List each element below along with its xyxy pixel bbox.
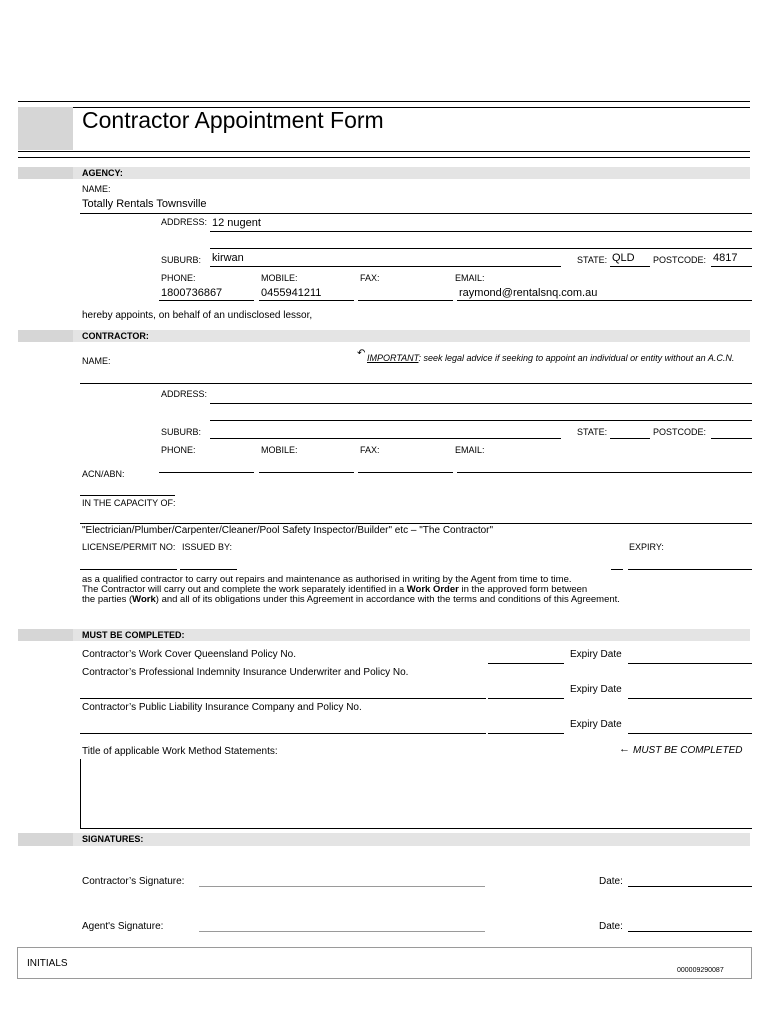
issued-by-label: ISSUED BY: bbox=[182, 542, 233, 552]
agency-name-field[interactable] bbox=[80, 196, 752, 214]
contractor-postcode-label: POSTCODE: bbox=[653, 427, 707, 437]
contractor-mobile-label: MOBILE: bbox=[261, 445, 298, 455]
workcover-policy-field[interactable] bbox=[488, 648, 564, 664]
indemnity-label: Contractor’s Professional Indemnity Insurance Underwriter and Policy No. bbox=[82, 667, 409, 678]
contractor-section-side bbox=[18, 330, 73, 342]
contractor-section-label: CONTRACTOR: bbox=[82, 331, 149, 341]
agency-suburb-value: kirwan bbox=[212, 252, 244, 264]
qualified-paragraph bbox=[82, 575, 620, 605]
indemnity-policy-field[interactable] bbox=[80, 683, 486, 699]
liability-label: Contractor’s Public Liability Insurance Company and Policy No. bbox=[82, 702, 362, 713]
agency-state-field[interactable] bbox=[610, 250, 650, 267]
page-title: Contractor Appointment Form bbox=[82, 107, 384, 133]
contractor-address-line2-field[interactable] bbox=[210, 405, 752, 421]
expiry-field[interactable] bbox=[628, 555, 752, 570]
agency-state-label: STATE: bbox=[577, 255, 608, 265]
agent-date-field[interactable] bbox=[628, 931, 752, 932]
signatures-section-label: SIGNATURES: bbox=[82, 834, 144, 844]
document-number: 000009290087 bbox=[677, 967, 724, 974]
capacity-text: "Electrician/Plumber/Carpenter/Cleaner/Pool Safety Inspector/Builder" etc – "The Contractor" bbox=[82, 525, 494, 536]
agent-signature-label: Agent's Signature: bbox=[82, 921, 164, 932]
agency-email-field[interactable] bbox=[457, 285, 752, 301]
agency-postcode-label: POSTCODE: bbox=[653, 255, 707, 265]
agency-name-value: Totally Rentals Townsville bbox=[82, 198, 207, 210]
agent-signature-field[interactable] bbox=[199, 931, 485, 932]
important-note bbox=[367, 353, 734, 363]
agency-mobile-label: MOBILE: bbox=[261, 273, 298, 283]
agency-address-line2-field[interactable] bbox=[210, 232, 752, 249]
contractor-date-label: Date: bbox=[599, 876, 623, 887]
contractor-suburb-label: SUBURB: bbox=[161, 427, 202, 437]
important-note-text: : seek legal advice if seeking to appoint an individual or entity without an A.C.N. bbox=[418, 353, 735, 363]
agency-email-label: EMAIL: bbox=[455, 273, 485, 283]
arrow-left-icon: ← bbox=[619, 743, 630, 755]
agent-date-label: Date: bbox=[599, 921, 623, 932]
must-section-label: MUST BE COMPLETED: bbox=[82, 630, 185, 640]
contractor-state-label: STATE: bbox=[577, 427, 608, 437]
indemnity-expiry-label: Expiry Date bbox=[570, 684, 622, 695]
wms-label: Title of applicable Work Method Statements: bbox=[82, 746, 278, 757]
contractor-address-field[interactable] bbox=[210, 388, 752, 404]
agency-phone-value: 1800736867 bbox=[161, 287, 223, 299]
signatures-section-side bbox=[18, 833, 73, 846]
agency-fax-label: FAX: bbox=[360, 273, 380, 283]
contractor-address-label: ADDRESS: bbox=[161, 389, 208, 399]
wms-textarea[interactable] bbox=[80, 759, 752, 829]
contractor-acn-label: ACN/ABN: bbox=[82, 469, 125, 479]
capacity-field[interactable] bbox=[80, 508, 752, 524]
agency-suburb-label: SUBURB: bbox=[161, 255, 202, 265]
header-bottom-rule bbox=[18, 151, 750, 152]
arrow-left-icon: ↶ bbox=[357, 348, 366, 359]
must-section-side bbox=[18, 629, 73, 641]
agency-address-label: ADDRESS: bbox=[161, 217, 208, 227]
workcover-expiry-field[interactable] bbox=[628, 648, 752, 664]
agency-fax-field[interactable] bbox=[358, 285, 453, 301]
agency-address-field[interactable] bbox=[210, 214, 752, 232]
indemnity-expiry-field[interactable] bbox=[628, 683, 752, 699]
agency-address-value: 12 nugent bbox=[212, 217, 261, 229]
capacity-label: IN THE CAPACITY OF: bbox=[82, 498, 176, 508]
qualified-line-3: the parties (Work) and all of its obligations under this Agreement in accordance with the terms and conditions of this Agreement. bbox=[82, 594, 620, 605]
contractor-postcode-field[interactable] bbox=[711, 423, 752, 439]
contractor-email-label: EMAIL: bbox=[455, 445, 485, 455]
agency-suburb-field[interactable] bbox=[210, 250, 561, 267]
workcover-label: Contractor’s Work Cover Queensland Policy No. bbox=[82, 649, 296, 660]
agency-mobile-field[interactable] bbox=[259, 285, 354, 301]
agency-postcode-field[interactable] bbox=[711, 250, 752, 267]
agency-postcode-value: 4817 bbox=[713, 252, 738, 264]
liability-policy-field-2[interactable] bbox=[488, 718, 564, 734]
header-bottom-rule-2 bbox=[18, 157, 750, 158]
expiry-label: EXPIRY: bbox=[629, 542, 664, 552]
agency-section-label: AGENCY: bbox=[82, 168, 123, 178]
indemnity-policy-field-2[interactable] bbox=[488, 683, 564, 699]
contractor-name-field[interactable] bbox=[80, 368, 752, 384]
agency-section-side bbox=[18, 167, 73, 179]
contractor-signature-label: Contractor’s Signature: bbox=[82, 876, 185, 887]
liability-policy-field[interactable] bbox=[80, 718, 486, 734]
liability-expiry-label: Expiry Date bbox=[570, 719, 622, 730]
agency-phone-label: PHONE: bbox=[161, 273, 196, 283]
contractor-mobile-field[interactable] bbox=[259, 458, 354, 473]
agency-phone-field[interactable] bbox=[159, 285, 254, 301]
contractor-email-field[interactable] bbox=[457, 458, 752, 473]
license-field[interactable] bbox=[80, 555, 177, 570]
agency-state-value: QLD bbox=[612, 252, 635, 264]
contractor-state-field[interactable] bbox=[610, 423, 650, 439]
contractor-phone-field[interactable] bbox=[159, 458, 254, 473]
workcover-expiry-label: Expiry Date bbox=[570, 649, 622, 660]
agency-email-value: raymond@rentalsnq.com.au bbox=[459, 287, 598, 299]
expiry-short-field[interactable] bbox=[611, 555, 623, 570]
agency-mobile-value: 0455941211 bbox=[261, 287, 322, 299]
contractor-signature-field[interactable] bbox=[199, 886, 485, 887]
contractor-date-field[interactable] bbox=[628, 886, 752, 887]
header-top-rule bbox=[18, 101, 750, 102]
contractor-fax-label: FAX: bbox=[360, 445, 380, 455]
issued-by-field[interactable] bbox=[180, 555, 237, 570]
contractor-fax-field[interactable] bbox=[358, 458, 453, 473]
important-note-keyword: IMPORTANT bbox=[367, 353, 419, 363]
must-be-completed-note: MUST BE COMPLETED bbox=[633, 745, 743, 756]
initials-box[interactable] bbox=[17, 947, 752, 979]
qualified-line-2: The Contractor will carry out and complete the work separately identified in a Work Order in the approved form between bbox=[82, 584, 588, 595]
contractor-name-label: NAME: bbox=[82, 356, 111, 366]
initials-label: INITIALS bbox=[27, 958, 68, 969]
contractor-suburb-field[interactable] bbox=[210, 423, 561, 439]
contractor-acn-field[interactable] bbox=[80, 481, 175, 496]
contractor-phone-label: PHONE: bbox=[161, 445, 196, 455]
appoints-text: hereby appoints, on behalf of an undisclosed lessor, bbox=[82, 310, 313, 321]
liability-expiry-field[interactable] bbox=[628, 718, 752, 734]
agency-name-label: NAME: bbox=[82, 184, 111, 194]
license-label: LICENSE/PERMIT NO: bbox=[82, 542, 176, 552]
header-side-block bbox=[18, 107, 73, 150]
qualified-line-1: as a qualified contractor to carry out repairs and maintenance as authorised in writing by the Agent from time to time. bbox=[82, 574, 572, 585]
agency-section-band bbox=[18, 167, 750, 179]
